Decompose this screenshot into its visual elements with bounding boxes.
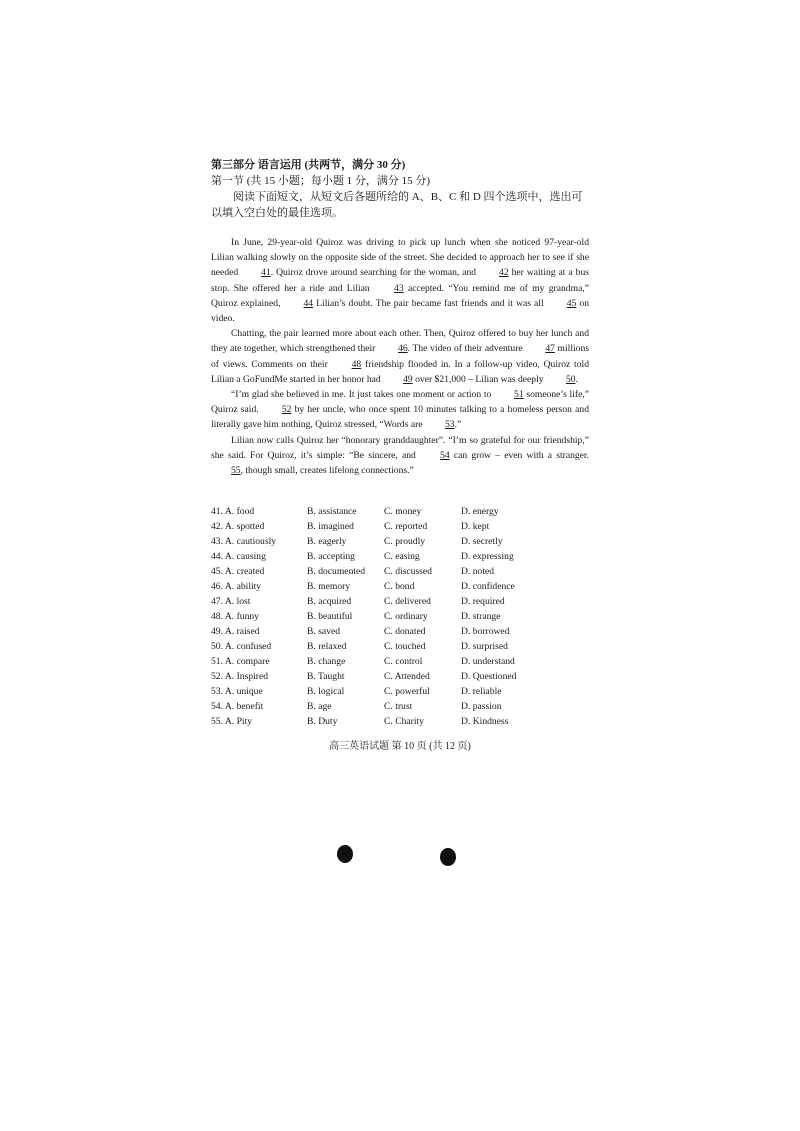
question-number: 44. [211, 551, 223, 562]
option-b: B. Taught [307, 671, 345, 682]
option-b: B. Duty [307, 716, 338, 727]
question-number: 45. [211, 566, 223, 577]
blank-number: 54 [440, 449, 450, 461]
option-row [211, 549, 591, 564]
blank-number: 44 [303, 297, 314, 309]
option-a-text: A. raised [223, 626, 260, 637]
option-b: B. beautiful [307, 611, 353, 622]
option-a [211, 654, 307, 669]
passage-text: Lilian now calls Quiroz her “honorary granddaughter”. “I’m so grateful for our friendship,” she said. For Quiroz, it’s simple: “Be sincere, and [211, 434, 589, 461]
blank-number: 53 [444, 419, 455, 431]
question-number: 50. [211, 641, 223, 652]
passage-text: Chatting, the pair learned more about each other. Then, Quiroz offered to buy her lunch and they ate together, which strengthened their [211, 328, 589, 355]
option-b: B. memory [307, 581, 351, 592]
question-number: 54. [211, 701, 223, 712]
option-b: B. relaxed [307, 641, 347, 652]
option-a [211, 564, 307, 579]
option-a-text: A. spotted [223, 521, 265, 532]
option-b: B. acquired [307, 596, 352, 607]
option-row [211, 699, 591, 714]
option-d: D. confidence [461, 581, 515, 592]
blank-number: 46 [398, 343, 408, 355]
option-row [211, 639, 591, 654]
option-c: C. donated [384, 626, 426, 637]
question-number: 51. [211, 656, 223, 667]
option-a-text: A. created [223, 566, 265, 577]
answer-options [211, 504, 591, 729]
option-a [211, 684, 307, 699]
question-number: 49. [211, 626, 223, 637]
option-d: D. noted [461, 566, 495, 577]
option-b: B. change [307, 656, 346, 667]
passage-text: can grow – even with a stranger. [449, 449, 589, 461]
option-a-text: A. causing [223, 551, 266, 562]
option-d: D. surprised [461, 641, 508, 652]
option-a [211, 549, 307, 564]
option-d: D. Questioned [461, 671, 517, 682]
option-c: C. trust [384, 701, 413, 712]
option-a-text: A. Inspired [223, 671, 269, 682]
passage-paragraph [211, 326, 589, 387]
option-a-text: A. ability [223, 581, 262, 592]
option-row [211, 564, 591, 579]
option-a [211, 594, 307, 609]
option-d: D. understand [461, 656, 515, 667]
page-footer: 高三英语试题 第 10 页 (共 12 页) [329, 741, 471, 752]
passage-text: . The video of their adventure [407, 343, 526, 355]
section-title: 第三部分 语言运用 (共两节，满分 30 分) [211, 159, 406, 171]
option-d: D. strange [461, 611, 501, 622]
passage-paragraph [211, 235, 589, 326]
blank-number: 48 [351, 358, 362, 370]
instruction-text: 阅读下面短文，从短文后各题所给的 A、B、C 和 D 四个选项中，选出可以填入空白处的最佳选项。 [211, 191, 583, 219]
blank-number: 41 [261, 267, 271, 279]
option-d: D. reliable [461, 686, 502, 697]
blank-number: 50 [565, 373, 576, 385]
option-a [211, 519, 307, 534]
option-row [211, 654, 591, 669]
option-row [211, 714, 591, 729]
option-b: B. age [307, 701, 332, 712]
option-c: C. money [384, 506, 422, 517]
passage-text: , though small, creates lifelong connections.” [240, 465, 414, 477]
passage-text: on video. [211, 297, 589, 325]
option-a [211, 624, 307, 639]
option-a-text: A. cautiously [223, 536, 277, 547]
option-a [211, 639, 307, 654]
passage-text: accepted. “You remind me of my grandma,” Quiroz explained, [211, 282, 589, 309]
option-row [211, 669, 591, 684]
passage-text: by her uncle, who once spent 10 minutes talking to a homeless person and literally gave him nothing, Quiroz stressed, “Words are [211, 404, 589, 431]
option-c: C. touched [384, 641, 426, 652]
passage-text: her waiting at a bus stop. She offered her a ride and Lilian [211, 267, 589, 294]
passage-text: . Quiroz drove around searching for the woman, and [270, 267, 480, 279]
option-d: D. Kindness [461, 716, 509, 727]
option-b: B. logical [307, 686, 345, 697]
option-a-text: A. compare [223, 656, 270, 667]
option-c: C. control [384, 656, 423, 667]
option-a-text: A. Pity [223, 716, 253, 727]
option-d: D. borrowed [461, 626, 510, 637]
option-a [211, 699, 307, 714]
option-c: C. Charity [384, 716, 424, 727]
option-d: D. expressing [461, 551, 514, 562]
option-row [211, 519, 591, 534]
option-d: D. energy [461, 506, 499, 517]
option-b: B. assistance [307, 506, 357, 517]
option-a [211, 609, 307, 624]
option-c: C. proudly [384, 536, 426, 547]
option-c: C. bond [384, 581, 415, 592]
question-number: 53. [211, 686, 223, 697]
passage-text: . [575, 373, 578, 385]
option-a-text: A. benefit [223, 701, 264, 712]
passage-text: someone’s life,” Quiroz said. [211, 389, 589, 416]
passage-text: “I’m glad she believed in me. It just takes one moment or action to [231, 389, 495, 401]
binding-hole-mark [440, 848, 456, 866]
question-number: 42. [211, 521, 223, 532]
passage-text: .” [454, 419, 462, 431]
question-number: 55. [211, 716, 223, 727]
option-row [211, 684, 591, 699]
option-b: B. documented [307, 566, 366, 577]
blank-number: 52 [281, 404, 292, 416]
option-row [211, 504, 591, 519]
option-c: C. discussed [384, 566, 432, 577]
question-number: 47. [211, 596, 223, 607]
option-b: B. accepting [307, 551, 355, 562]
blank-number: 43 [394, 282, 404, 294]
option-row [211, 609, 591, 624]
passage-paragraph [211, 387, 589, 433]
blank-number: 55 [231, 465, 241, 477]
question-number: 48. [211, 611, 223, 622]
option-b: B. saved [307, 626, 341, 637]
option-c: C. ordinary [384, 611, 428, 622]
blank-number: 49 [403, 373, 413, 385]
option-c: C. Attended [384, 671, 430, 682]
option-row [211, 579, 591, 594]
option-d: D. passion [461, 701, 502, 712]
question-number: 46. [211, 581, 223, 592]
blank-number: 45 [566, 297, 577, 309]
option-a-text: A. lost [223, 596, 251, 607]
option-c: C. reported [384, 521, 428, 532]
question-number: 52. [211, 671, 223, 682]
passage-paragraph [211, 433, 589, 479]
option-a-text: A. food [223, 506, 255, 517]
question-number: 43. [211, 536, 223, 547]
option-d: D. kept [461, 521, 490, 532]
option-a-text: A. funny [223, 611, 259, 622]
cloze-passage [211, 235, 589, 478]
blank-number: 47 [545, 343, 555, 355]
blank-number: 42 [499, 267, 509, 279]
passage-text: In June, 29-year-old Quiroz was driving to pick up lunch when she noticed 97-year-old Lilian walking slowly on the opposite side of the street. She decided to approach her to see if she needed [211, 237, 589, 279]
passage-text: Lilian’s doubt. The pair became fast friends and it was all [313, 297, 547, 309]
option-b: B. imagined [307, 521, 354, 532]
option-a [211, 534, 307, 549]
passage-text: friendship flooded in. In a follow-up video, Quiroz told Lilian a GoFundMe started in her honor had [211, 358, 589, 385]
binding-hole-mark [337, 845, 353, 863]
option-row [211, 624, 591, 639]
option-c: C. delivered [384, 596, 431, 607]
option-a [211, 714, 307, 729]
option-c: C. powerful [384, 686, 430, 697]
option-a-text: A. unique [223, 686, 263, 697]
subsection-title: 第一节 (共 15 小题；每小题 1 分，满分 15 分) [211, 175, 431, 187]
option-a-text: A. confused [223, 641, 272, 652]
option-b: B. eagerly [307, 536, 347, 547]
question-number: 41. [211, 506, 223, 517]
option-a [211, 504, 307, 519]
passage-text: millions of views. Comments on their [211, 343, 589, 370]
option-d: D. secretly [461, 536, 503, 547]
blank-number: 51 [514, 389, 524, 401]
option-c: C. easing [384, 551, 420, 562]
section-header [211, 157, 591, 221]
option-d: D. required [461, 596, 505, 607]
passage-text: over $21,000 – Lilian was deeply [412, 373, 546, 385]
option-row [211, 594, 591, 609]
option-row [211, 534, 591, 549]
option-a [211, 669, 307, 684]
option-a [211, 579, 307, 594]
